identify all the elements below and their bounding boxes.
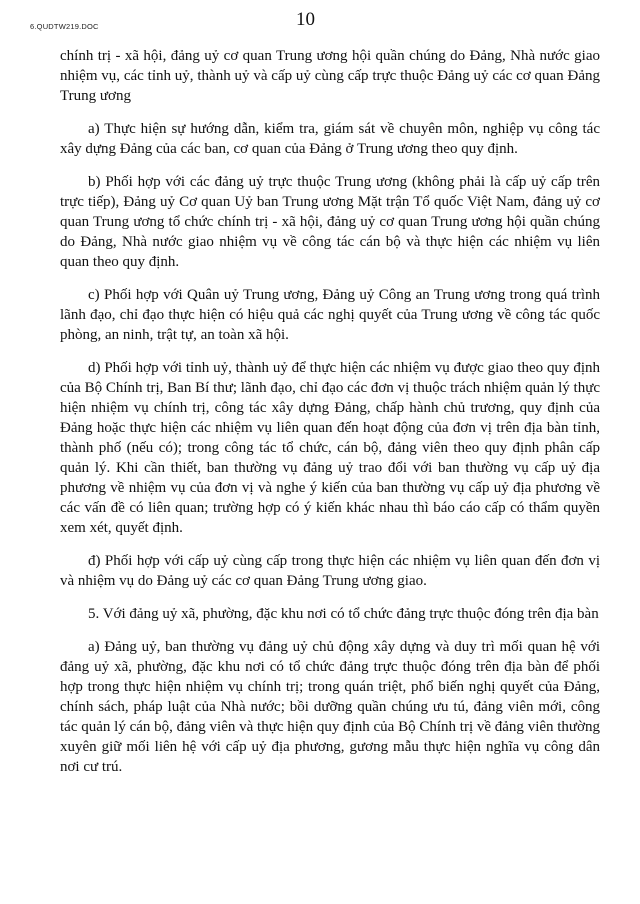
- paragraph-item-a-section-5: a) Đảng uỷ, ban thường vụ đảng uỷ chủ động xây dựng và duy trì mối quan hệ với đảng uỷ xã, phường, đặc khu nơi có tổ chức đảng trực thuộc đóng trên địa bàn để phối hợp trong thực hiện nhiệm vụ chính trị; trong quán triệt, phổ biến nghị quyết của Đảng, chính sách, pháp luật của Nhà nước; bồi dưỡng quần chúng ưu tú, đảng viên mới, công tác quản lý cán bộ, đảng viên và thực hiện quy định của Bộ Chính trị về đảng viên thường xuyên giữ mối liên hệ với cấp uỷ địa phương, gương mẫu thực hiện nghĩa vụ công dân nơi cư trú.: [60, 639, 600, 775]
- document-code: 6.QUDTW219.DOC: [30, 22, 99, 31]
- document-body: [60, 46, 600, 790]
- paragraph-item-b: b) Phối hợp với các đảng uỷ trực thuộc Trung ương (không phải là cấp uỷ cấp trên trực tiếp), Đảng uỷ Cơ quan Uỷ ban Trung ương Mặt trận Tổ quốc Việt Nam, đảng uỷ cơ quan Trung ương tổ chức chính trị - xã hội, đảng uỷ cơ quan Trung ương hội quần chúng do Đảng, Nhà nước giao nhiệm vụ về công tác cán bộ và thực hiện các nhiệm vụ liên quan theo quy định.: [60, 174, 600, 270]
- paragraph-item-dd: đ) Phối hợp với cấp uỷ cùng cấp trong thực hiện các nhiệm vụ liên quan đến đơn vị và nhiệm vụ do Đảng uỷ các cơ quan Đảng Trung ương giao.: [60, 553, 600, 589]
- section-heading-5: 5. Với đảng uỷ xã, phường, đặc khu nơi có tổ chức đảng trực thuộc đóng trên địa bàn: [88, 606, 599, 622]
- paragraph-item-d: d) Phối hợp với tỉnh uỷ, thành uỷ để thực hiện các nhiệm vụ được giao theo quy định của Bộ Chính trị, Ban Bí thư; lãnh đạo, chỉ đạo các đơn vị thuộc trách nhiệm quản lý thực hiện nhiệm vụ chính trị, công tác xây dựng Đảng, chấp hành chủ trương, quy định của Đảng hoặc thực hiện các nhiệm vụ liên quan đến hoạt động của đơn vị trên địa bàn tỉnh, thành phố (nếu có); trong công tác tổ chức, cán bộ, đảng viên theo quy định phân cấp quản lý. Khi cần thiết, ban thường vụ đảng uỷ trao đổi với ban thường vụ cấp uỷ địa phương về nhiệm vụ của đơn vị và nghe ý kiến của ban thường vụ cấp uỷ địa phương về các vấn đề có liên quan; trường hợp có ý kiến khác nhau thì báo cáo cấp có thẩm quyền xem xét, quyết định.: [60, 360, 600, 536]
- paragraph-item-a: a) Thực hiện sự hướng dẫn, kiểm tra, giám sát về chuyên môn, nghiệp vụ công tác xây dựng Đảng của các ban, cơ quan của Đảng ở Trung ương theo quy định.: [60, 121, 600, 157]
- page-number: 10: [296, 9, 315, 30]
- paragraph-continuation: chính trị - xã hội, đảng uỷ cơ quan Trung ương hội quần chúng do Đảng, Nhà nước giao nhiệm vụ, các tỉnh uỷ, thành uỷ và cấp uỷ cùng cấp trực thuộc Đảng uỷ các cơ quan Đảng Trung ương: [60, 48, 600, 104]
- paragraph-item-c: c) Phối hợp với Quân uỷ Trung ương, Đảng uỷ Công an Trung ương trong quá trình lãnh đạo, chỉ đạo thực hiện có hiệu quả các nghị quyết của Trung ương về công tác quốc phòng, an ninh, trật tự, an toàn xã hội.: [60, 287, 600, 343]
